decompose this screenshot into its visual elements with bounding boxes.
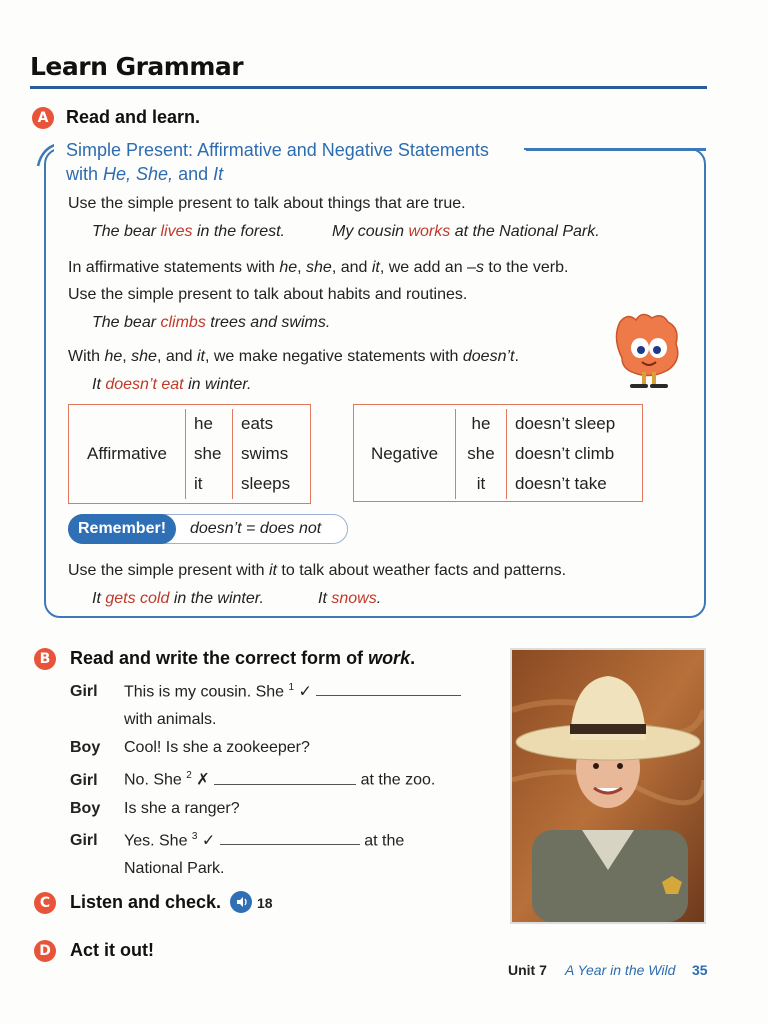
affirmative-table xyxy=(68,404,311,504)
example-4b: It snows. xyxy=(318,590,382,607)
rule-4: With he, she, and it, we make negative statements with doesn’t. xyxy=(68,348,519,365)
rule-3: Use the simple present to talk about habits and routines. xyxy=(68,286,468,303)
table-cell: she xyxy=(186,439,233,469)
panel-title xyxy=(66,138,489,186)
section-b-badge: B xyxy=(34,648,56,670)
example-3: It doesn’t eat in winter. xyxy=(92,376,252,393)
example-1a: The bear lives in the forest. xyxy=(92,223,285,240)
track-number: 18 xyxy=(257,895,273,911)
table-cell: swims xyxy=(233,439,311,469)
section-d-badge: D xyxy=(34,940,56,962)
section-c-heading: Listen and check. xyxy=(70,892,222,912)
footer-unit: Unit 7 xyxy=(508,962,547,978)
title-rule xyxy=(30,86,707,89)
table-cell: it xyxy=(456,469,507,499)
section-c-badge: C xyxy=(34,892,56,914)
dialogue xyxy=(70,674,490,883)
table-cell: sleeps xyxy=(233,469,311,499)
rule-1: Use the simple present to talk about things that are true. xyxy=(68,195,466,212)
ranger-photo xyxy=(510,648,706,924)
table-cell: he xyxy=(186,409,233,439)
table-cell: doesn’t sleep xyxy=(507,409,643,439)
remember-label: Remember! xyxy=(68,514,176,544)
page-title: Learn Grammar xyxy=(30,52,244,81)
mascot-illustration xyxy=(606,308,686,392)
dialogue-line: Boy Is she a ranger? xyxy=(70,799,240,817)
section-b-heading: Read and write the correct form of work. xyxy=(70,648,416,668)
rule-2: In affirmative statements with he, she, and it, we add an –s to the verb. xyxy=(68,259,569,276)
rule-5: Use the simple present with it to talk about weather facts and patterns. xyxy=(68,562,567,579)
dialogue-line: Boy Cool! Is she a zookeeper? xyxy=(70,739,310,757)
answer-blank-2[interactable] xyxy=(214,770,356,785)
dialogue-line: Girl Yes. She $^3$ ✓ at the xyxy=(70,830,405,849)
panel-title-line1: Simple Present: Affirmative and Negative Statements xyxy=(66,140,489,160)
answer-blank-1[interactable] xyxy=(316,681,461,696)
table-cell: he xyxy=(456,409,507,439)
answer-blank-3[interactable] xyxy=(220,830,360,845)
table-cell: it xyxy=(186,469,233,499)
section-a-badge: A xyxy=(32,107,54,129)
dialogue-line: with animals. xyxy=(124,711,217,729)
negative-label: Negative xyxy=(370,444,439,463)
remember-text: doesn’t = does not xyxy=(190,520,322,537)
table-cell: she xyxy=(456,439,507,469)
panel-title-line2: with He, She, and It xyxy=(66,164,224,184)
audio-icon[interactable] xyxy=(230,891,252,913)
dialogue-line: Girl This is my cousin. She $^1$ ✓ xyxy=(70,674,490,706)
negative-table xyxy=(353,404,643,502)
panel-title-line xyxy=(526,148,706,154)
dialogue-line: Girl No. She $^2$ ✗ at the zoo. xyxy=(70,770,436,789)
table-cell: doesn’t climb xyxy=(507,439,643,469)
page-number: 35 xyxy=(692,962,708,978)
section-a-heading: Read and learn. xyxy=(66,107,201,127)
table-cell: eats xyxy=(233,409,311,439)
table-cell: doesn’t take xyxy=(507,469,643,499)
section-d-heading: Act it out! xyxy=(70,940,154,960)
affirmative-label: Affirmative xyxy=(87,444,167,463)
footer-unit-title: A Year in the Wild xyxy=(565,962,676,978)
example-2: The bear climbs trees and swims. xyxy=(92,314,331,331)
example-4a: It gets cold in the winter. xyxy=(92,590,264,607)
dialogue-line: National Park. xyxy=(124,859,225,877)
example-1b: My cousin works at the National Park. xyxy=(332,223,600,240)
